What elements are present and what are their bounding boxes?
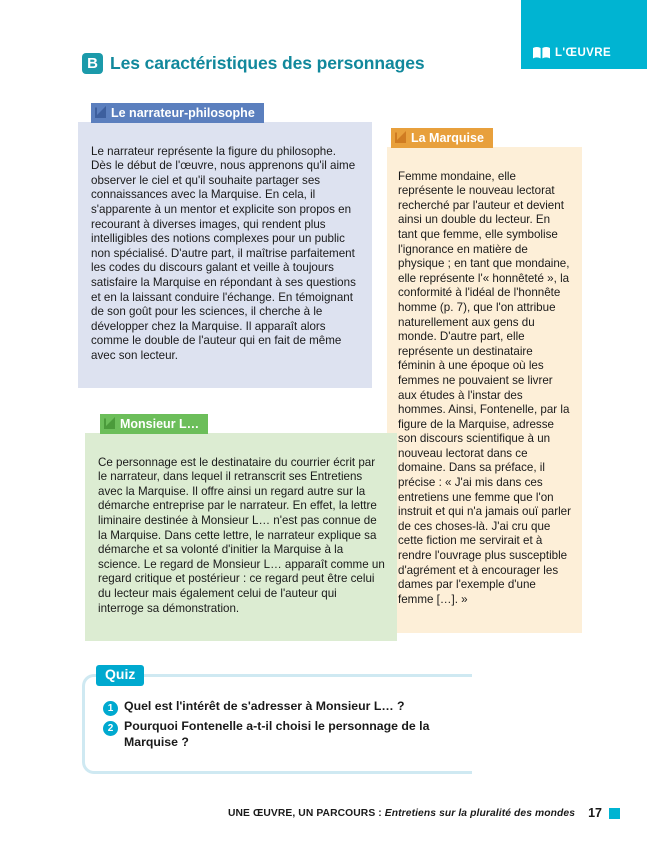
quiz-section	[82, 666, 472, 774]
panel-marquise-box	[387, 147, 582, 633]
footer-work-title: Entretiens sur la pluralité des mondes	[384, 807, 576, 819]
panel-narrateur-box	[78, 122, 372, 388]
panel-marquise-header	[391, 128, 493, 148]
quiz-badge: Quiz	[96, 665, 144, 686]
quiz-item[interactable]	[103, 719, 472, 750]
panel-narrateur-title: Le narrateur-philosophe	[111, 105, 255, 120]
quiz-question-text: Pourquoi Fontenelle a-t-il choisi le personnage de la Marquise ?	[124, 719, 430, 749]
panel-marquise-title: La Marquise	[411, 130, 484, 145]
section-letter-badge: B	[82, 53, 103, 74]
panel-monsieur-box	[85, 433, 397, 641]
page-number: 17	[588, 806, 602, 820]
quiz-item-list	[103, 699, 472, 750]
panel-monsieur-l	[96, 414, 385, 641]
panel-marquise-text: Femme mondaine, elle représente le nouveau lectorat recherché par l'auteur et devient ainsi un double du lecteur. En tant que femme, elle symbolise l'ignorance en matière de physique ; en tant que mondaine, elle représente l'« honnêteté », la conformité à l'idéal de l'honnête homme (p. 7), que l'on attribue naturellement aux gens du monde. D'autre part, elle représente un destinataire féminin à une époque où les femmes ne pouvaient se livrer aux études à l'instar des hommes. Ainsi, Fontenelle, par la figure de la Marquise, adresse son discours scientifique à un nouveau lectorat dans ce domaine. Dans sa préface, il précise : « J'ai mis dans ces entretiens une femme que l'on instruit et qui n'a jamais ouï parler de ces choses-là. J'ai cru que cette fiction me servirait et à rendre l'ouvrage plus susceptible d'agrément et à encourager les dames par l'exemple d'une femme […]. »	[398, 169, 571, 606]
flag-corner-icon	[395, 131, 407, 144]
panel-monsieur-text: Ce personnage est le destinataire du courrier écrit par le narrateur, dans lequel il retranscrit ses Entretiens avec la Marquise. Il offre ainsi un regard autre sur la démarche entreprise par le narrateur. En effet, la lettre liminaire destinée à Monsieur L… n'est pas connue de la Marquise. Dans cette lettre, le narrateur explique sa démarche et sa volonté d'initier la Marquise à la science. Le regard de Monsieur L… apparaît comme un regard critique et postérieur : ce regard peut être celui du lecteur mais également celui de l'auteur qui interroge sa démonstration.	[98, 455, 385, 615]
flag-corner-icon	[104, 417, 116, 430]
quiz-number-badge: 1	[103, 701, 118, 716]
footer-caption	[228, 808, 575, 819]
panel-la-marquise	[387, 128, 582, 633]
footer-square-marker	[609, 808, 620, 819]
footer-prefix: UNE ŒUVRE, UN PARCOURS :	[227, 807, 385, 819]
flag-corner-icon	[95, 106, 107, 119]
quiz-number-badge: 2	[103, 721, 118, 736]
panel-monsieur-header	[100, 414, 208, 434]
quiz-item[interactable]	[103, 699, 472, 716]
panel-narrateur-philosophe	[78, 103, 372, 388]
section-heading	[82, 53, 424, 74]
quiz-frame	[82, 666, 472, 774]
panel-narrateur-text: Le narrateur représente la figure du philosophe. Dès le début de l'œuvre, nous apprenons qu'il aime observer le ciel et qu'il souhaite partager ses connaissances avec la Marquise. En cela, il s'apparente à un mentor et explicite son propos en recourant à diverses images, qui rendent plus intelligibles des notions complexes pour un public non spécialisé. D'autre part, il maîtrise parfaitement les codes du discours galant et veille à toujours satisfaire la Marquise en répondant à ses questions et en la laissant conduire l'échange. En témoignant de son goût pour les sciences, il cherche à le développer chez la Marquise. Il apparaît alors comme le double de l'auteur qui en fait de même avec son lecteur.	[91, 144, 356, 362]
oeuvre-corner-tab	[521, 0, 647, 69]
page-footer	[0, 806, 647, 820]
panel-narrateur-header	[91, 103, 264, 123]
oeuvre-tab-label: L'ŒUVRE	[555, 47, 612, 59]
page-title: Les caractéristiques des personnages	[110, 53, 425, 73]
panel-monsieur-title: Monsieur L…	[120, 416, 200, 431]
oeuvre-tab-content	[532, 46, 611, 60]
book-icon	[532, 46, 551, 60]
quiz-question-text: Quel est l'intérêt de s'adresser à Monsieur L… ?	[124, 699, 405, 713]
